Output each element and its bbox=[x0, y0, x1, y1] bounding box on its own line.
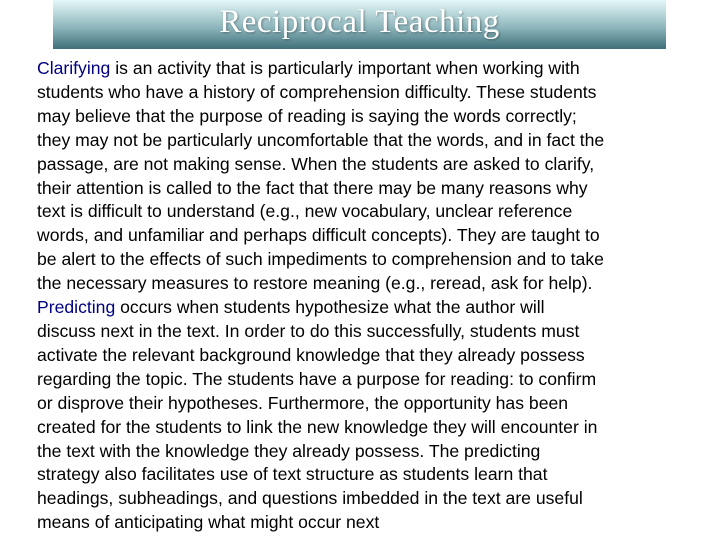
text-line: headings, subheadings, and questions imbedded in the text are useful bbox=[37, 488, 583, 509]
text-fragment: occurs when students hypothesize what the author will bbox=[115, 297, 545, 318]
text-line: strategy also facilitates use of text structure as students learn that bbox=[37, 464, 548, 485]
body-text bbox=[37, 57, 687, 535]
text-line: may believe that the purpose of reading is saying the words correctly; bbox=[37, 105, 577, 126]
text-line: words, and unfamiliar and perhaps difficult concepts). They are taught to bbox=[37, 225, 600, 246]
title-bar bbox=[53, 0, 666, 49]
text-line: created for the students to link the new knowledge they will encounter in bbox=[37, 416, 598, 437]
text-line: be alert to the effects of such impediments to comprehension and to take bbox=[37, 249, 604, 270]
text-line bbox=[37, 296, 687, 320]
text-line: or disprove their hypotheses. Furthermore, the opportunity has been bbox=[37, 392, 569, 413]
slide-title: Reciprocal Teaching bbox=[219, 4, 500, 40]
text-line: regarding the topic. The students have a purpose for reading: to confirm bbox=[37, 368, 597, 389]
text-line: students who have a history of comprehension difficulty. These students bbox=[37, 81, 597, 102]
text-line: text is difficult to understand (e.g., new vocabulary, unclear reference bbox=[37, 201, 573, 222]
text-line: they may not be particularly uncomfortable that the words, and in fact the bbox=[37, 129, 605, 150]
text-line bbox=[37, 57, 687, 81]
text-fragment: is an activity that is particularly important when working with bbox=[110, 58, 580, 78]
term-predicting: Predicting bbox=[37, 297, 116, 318]
text-line: the necessary measures to restore meaning (e.g., reread, ask for help). bbox=[37, 273, 593, 294]
text-line: the text with the knowledge they already possess. The predicting bbox=[37, 440, 541, 461]
text-line: passage, are not making sense. When the students are asked to clarify, bbox=[37, 153, 595, 174]
text-line: activate the relevant background knowledge that they already possess bbox=[37, 344, 585, 365]
term-clarifying: Clarifying bbox=[37, 58, 111, 78]
text-line: means of anticipating what might occur next bbox=[37, 512, 380, 533]
text-line: their attention is called to the fact that there may be many reasons why bbox=[37, 177, 588, 198]
text-line: discuss next in the text. In order to do this successfully, students must bbox=[37, 320, 580, 341]
